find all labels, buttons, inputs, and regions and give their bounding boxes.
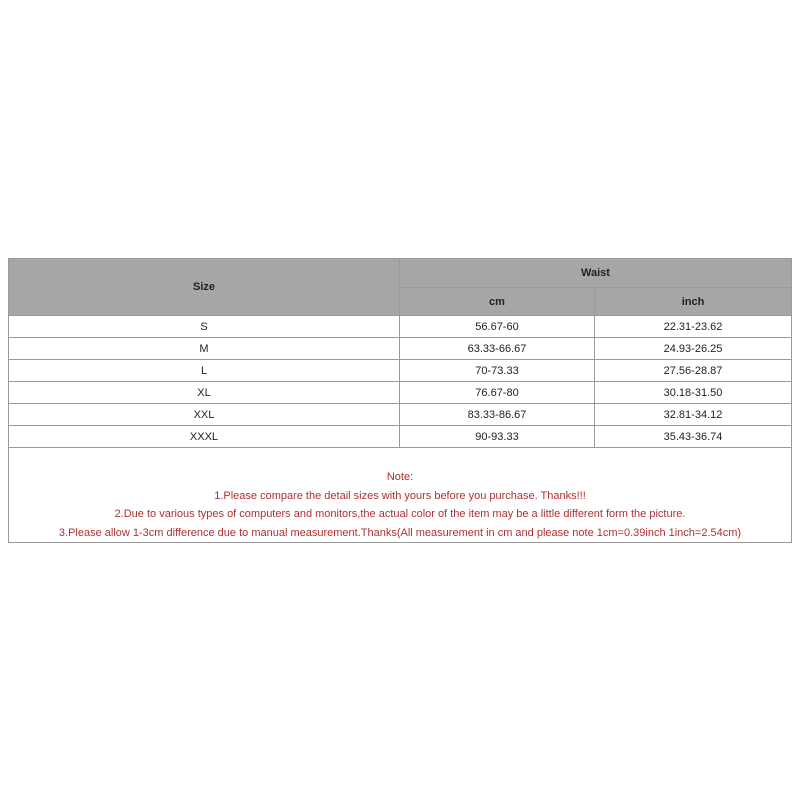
inch-cell: 32.81-34.12	[595, 404, 792, 426]
cm-cell: 70-73.33	[400, 360, 595, 382]
table-row	[9, 316, 792, 338]
size-cell: L	[9, 360, 400, 382]
size-cell: XXL	[9, 404, 400, 426]
inch-cell: 35.43-36.74	[595, 426, 792, 448]
cm-cell: 90-93.33	[400, 426, 595, 448]
cm-cell: 83.33-86.67	[400, 404, 595, 426]
size-cell: XXXL	[9, 426, 400, 448]
size-cell: M	[9, 338, 400, 360]
notes-block	[9, 448, 791, 542]
size-cell: S	[9, 316, 400, 338]
waist-group-header: Waist	[400, 259, 792, 288]
inch-column-header: inch	[595, 288, 792, 316]
cm-column-header: cm	[400, 288, 595, 316]
size-column-header: Size	[9, 259, 400, 316]
cm-cell: 76.67-80	[400, 382, 595, 404]
notes-row	[9, 448, 792, 543]
table-row	[9, 382, 792, 404]
table-row	[9, 360, 792, 382]
cm-cell: 63.33-66.67	[400, 338, 595, 360]
size-cell: XL	[9, 382, 400, 404]
notes-cell	[9, 448, 792, 543]
inch-cell: 24.93-26.25	[595, 338, 792, 360]
table-row	[9, 338, 792, 360]
inch-cell: 27.56-28.87	[595, 360, 792, 382]
note-line-2: 2.Due to various types of computers and monitors,the actual color of the item may be a little different form the picture.	[114, 508, 686, 520]
note-title: Note:	[386, 471, 414, 483]
cm-cell: 56.67-60	[400, 316, 595, 338]
inch-cell: 22.31-23.62	[595, 316, 792, 338]
note-line-1: 1.Please compare the detail sizes with yours before you purchase. Thanks!!!	[214, 489, 586, 502]
size-chart-table	[8, 258, 792, 543]
header-row	[9, 259, 792, 288]
table-row	[9, 426, 792, 448]
note-line-3: 3.Please allow 1-3cm difference due to manual measurement.Thanks(All measurement in cm and please note 1cm=0.39inch 1inch=2.54cm)	[58, 526, 742, 539]
inch-cell: 30.18-31.50	[595, 382, 792, 404]
table-row	[9, 404, 792, 426]
